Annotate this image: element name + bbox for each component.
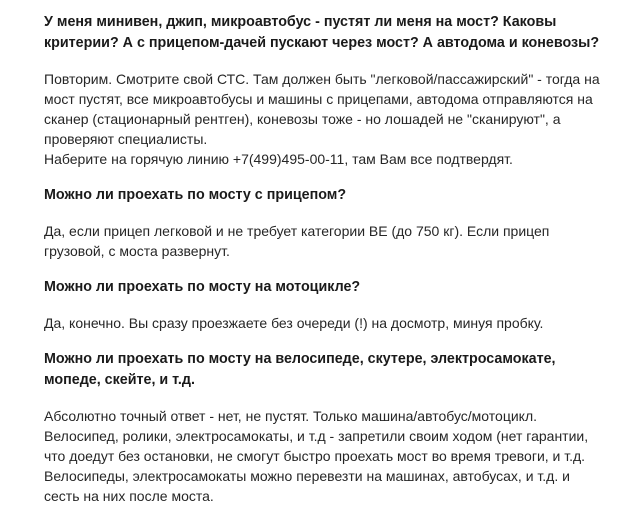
faq-question-4: Можно ли проехать по мосту на велосипеде, скутере, электросамокате, мопеде, скейте, и т.д. <box>44 351 556 388</box>
faq-question-3: Можно ли проехать по мосту на мотоцикле? <box>44 279 361 295</box>
faq-answer-3-line-1: Да, конечно. Вы сразу проезжаете без очереди (!) на досмотр, минуя пробку. <box>44 315 544 331</box>
faq-answer-2 <box>44 221 606 261</box>
faq-answer-2-line-1: Да, если прицеп легковой и не требует категории BE (до 750 кг). Если прицеп грузовой, с моста развернут. <box>44 223 550 259</box>
faq-answer-4 <box>44 406 606 506</box>
faq-question-2: Можно ли проехать по мосту с прицепом? <box>44 187 347 203</box>
faq-answer-1-line-1: Повторим. Смотрите свой СТС. Там должен быть "легковой/пассажирский" - тогда на мост пустят, все микроавтобусы и машины с прицепами, автодома отправляются на сканер (стационарный рентген), коневозы тоже - но лошадей не "сканируют", а проверяют специалисты. <box>44 71 600 147</box>
faq-question-1: У меня минивен, джип, микроавтобус - пустят ли меня на мост? Каковы критерии? А с прицепом-дачей пускают через мост? А автодома и коневозы? <box>44 14 600 51</box>
faq-answer-1-line-2: Наберите на горячую линию +7(499)495-00-11, там Вам все подтвердят. <box>44 151 513 167</box>
faq-answer-3 <box>44 313 606 333</box>
faq-answer-4-line-1: Абсолютно точный ответ - нет, не пустят. Только машина/автобус/мотоцикл. Велосипед, ролики, электросамокаты, и т.д - запретили своим ходом (нет гарантии, что доедут без остановки, не смогут быстро проехать мост во время тревоги, и т.д. Велосипеды, электросамокаты можно перевезти на машинах, автобусах, и т.д. и сесть на них после моста. <box>44 408 589 504</box>
faq-answer-1 <box>44 69 606 169</box>
